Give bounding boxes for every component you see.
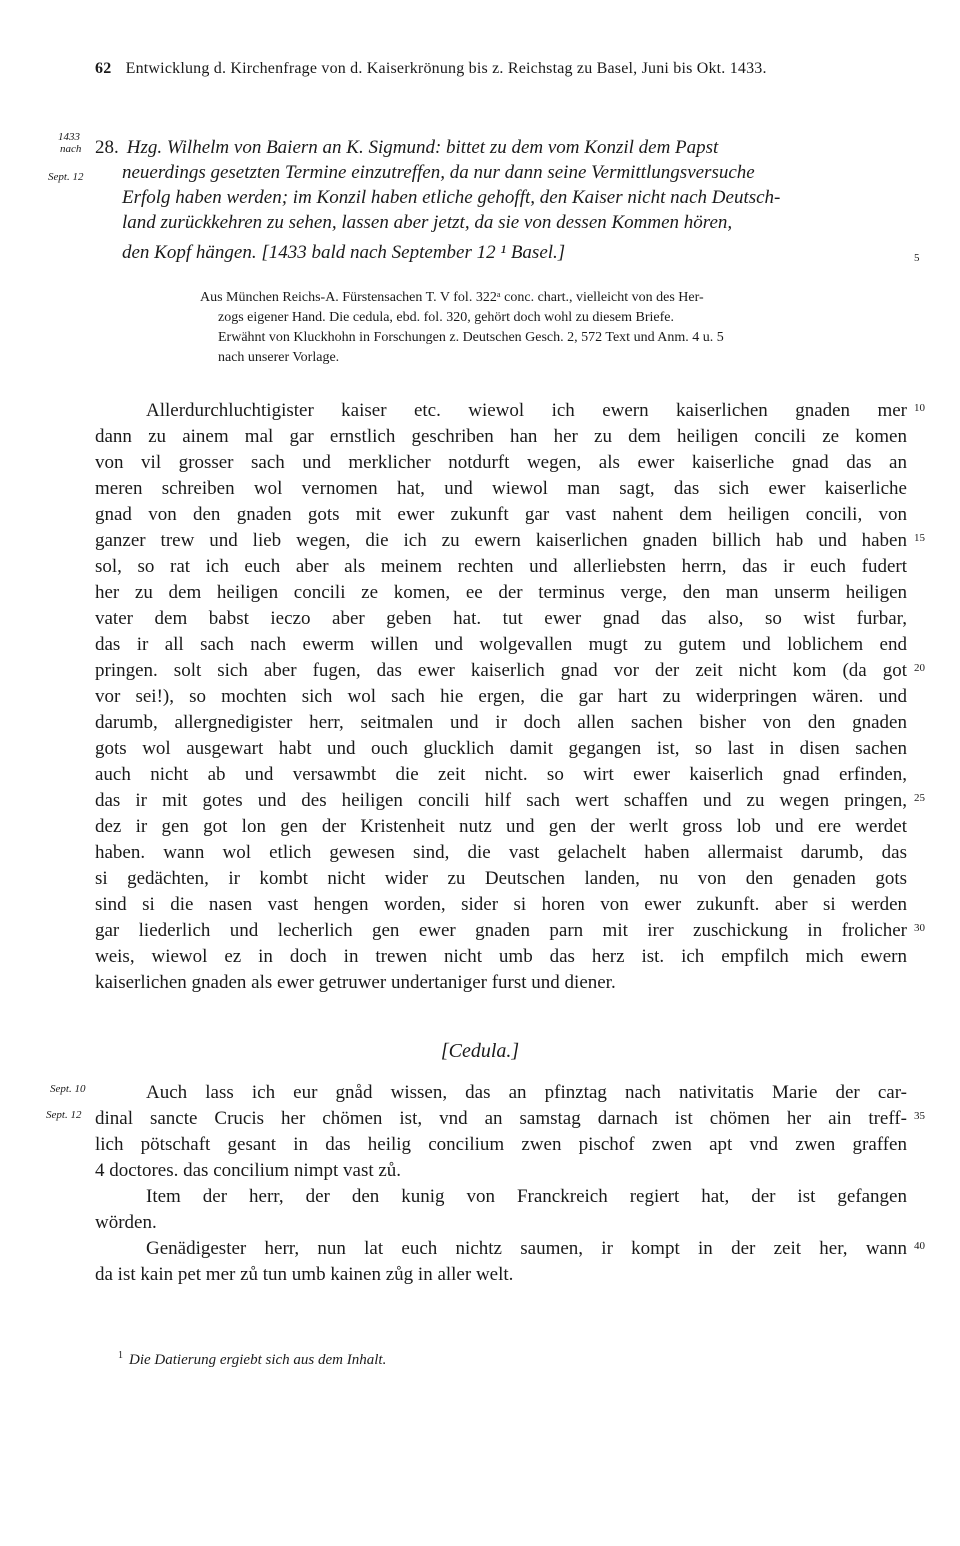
- letter-line: sind si die nasen vast hengen worden, sider si horen von ewer zukunft. aber si werden: [95, 894, 907, 915]
- cedula-line: Genädigester herr, nun lat euch nichtz saumen, ir kompt in der zeit her, wann: [146, 1238, 907, 1259]
- letter-line: pringen. solt sich aber fugen, das ewer kaiserlich gnad vor der zeit nicht kom (da got: [95, 660, 907, 681]
- line-number: 10: [914, 402, 925, 414]
- letter-line: auch nicht ab und versawmbt die zeit nicht. so wirt ewer kaiserlich gnad erfinden,: [95, 764, 907, 785]
- document-number: 28.: [95, 137, 119, 158]
- regest-line-3: Erfolg haben werden; im Konzil haben etliche gehofft, den Kaiser nicht nach Deutsch-: [122, 187, 781, 208]
- letter-line: darumb, allergnedigister herr, seitmalen und ir doch allen sachen bisher von den gnaden: [95, 712, 907, 733]
- margin-date-sept10: Sept. 10: [50, 1083, 86, 1095]
- letter-line: sol, so rat ich euch aber als meinem rechten und allerliebsten herrn, das ir euch fudert: [95, 556, 907, 577]
- letter-line: dann zu ainem mal gar ernstlich geschriben han her zu dem heiligen concili ze komen: [95, 426, 907, 447]
- cedula-heading: [Cedula.]: [440, 1040, 520, 1062]
- regest-line-4: land zurückkehren zu sehen, lassen aber jetzt, da sie von dessen Kommen hören,: [122, 212, 733, 233]
- letter-line: ganzer trew und lieb wegen, die ich zu ewern kaiserlichen gnaden billich hab und haben: [95, 530, 907, 551]
- regest-line-1: 28. Hzg. Wilhelm von Baiern an K. Sigmund: bittet zu dem vom Konzil dem Papst: [95, 137, 719, 158]
- letter-line: von vil grosser sach und merklicher notdurft wegen, als ewer kaiserliche gnad das an: [95, 452, 907, 473]
- line-number: 25: [914, 792, 925, 804]
- cedula-line: dinal sancte Crucis her chömen ist, vnd an samstag darnach ist chömen her ain treff-: [95, 1108, 907, 1129]
- running-title: Entwicklung d. Kirchenfrage von d. Kaiserkrönung bis z. Reichstag zu Basel, Juni bis Okt. 1433.: [125, 60, 767, 77]
- letter-line: dez ir gen got lon gen der Kristenheit nutz und gen der werlt gross lob und ere werdet: [95, 816, 907, 837]
- cedula-line: da ist kain pet mer zů tun umb kainen zůg in aller welt.: [95, 1264, 514, 1285]
- line-number: 5: [914, 252, 920, 264]
- letter-line: meren schreiben wol vernomen hat, und wiewol man sagt, das sich ewer kaiserliche: [95, 478, 907, 499]
- source-line-4: nach unserer Vorlage.: [218, 350, 340, 365]
- cedula-line: Auch lass ich eur gnåd wissen, das an pfinztag nach nativitatis Marie der car-: [146, 1082, 907, 1103]
- line-number: 15: [914, 532, 925, 544]
- cedula-line: Item der herr, der den kunig von Franckreich regiert hat, der ist gefangen: [146, 1186, 907, 1207]
- letter-line: vor sei!), so mochten sich wol sach hie ergen, die gar hart zu widerpringen wären. und: [95, 686, 907, 707]
- letter-line: vater dem babst ieczo aber geben hat. tut ewer gnad das also, so wist furbar,: [95, 608, 907, 629]
- source-line-2: zogs eigener Hand. Die cedula, ebd. fol. 320, gehört doch wohl zu diesem Briefe.: [218, 310, 675, 325]
- letter-line: das ir all sach nach ewerm willen und wolgevallen mugt zu gutem und loblichem end: [95, 634, 907, 655]
- letter-line: Allerdurchluchtigister kaiser etc. wiewol ich ewern kaiserlichen gnaden mer: [146, 400, 907, 421]
- letter-line: her zu dem heiligen concili ze komen, ee der terminus verge, den man unserm heiligen: [95, 582, 907, 603]
- margin-date-nach: nach: [60, 143, 82, 155]
- letter-line: gnad von den gnaden gots mit ewer zukunft gar vast nahent dem heiligen concili, von: [95, 504, 907, 525]
- source-line-1: Aus München Reichs-A. Fürstensachen T. V fol. 322ᵃ conc. chart., vielleicht von des Her-: [200, 290, 704, 305]
- letter-line: gar liederlich und lecherlich gen ewer gnaden parn mit irer zuschickung in frolicher: [95, 920, 907, 941]
- regest-line-2: neuerdings gesetzten Termine einzutreffen, da nur dann seine Vermittlungsversuche: [122, 162, 755, 183]
- letter-line: gots wol ausgewart habt und ouch glucklich damit gegangen ist, so last in disen sachen: [95, 738, 907, 759]
- footnote-text: Die Datierung ergiebt sich aus dem Inhalt.: [129, 1352, 387, 1368]
- margin-date-sept12: Sept. 12: [46, 1109, 82, 1121]
- footnote: [118, 1350, 386, 1369]
- line-number: 30: [914, 922, 925, 934]
- letter-line: si gedächten, ir kombt nicht wider zu Deutschen landen, nu von den genaden gots: [95, 868, 907, 889]
- cedula-line: wörden.: [95, 1212, 157, 1233]
- margin-date-year: 1433: [58, 131, 80, 143]
- letter-line: haben. wann wol etlich gewesen sind, die vast gelachelt haben allermaist darumb, das: [95, 842, 907, 863]
- line-number: 40: [914, 1240, 925, 1252]
- margin-date-sept: Sept. 12: [48, 171, 84, 183]
- regest-line-5: den Kopf hängen. [1433 bald nach September 12 ¹ Basel.]: [122, 242, 566, 263]
- page-number: 62: [95, 60, 112, 77]
- cedula-line: 4 doctores. das concilium nimpt vast zů.: [95, 1160, 402, 1181]
- footnote-mark: 1: [118, 1350, 123, 1361]
- letter-line: das ir mit gotes und des heiligen concili hilf sach wert schaffen und zu wegen pringen,: [95, 790, 907, 811]
- running-header: [95, 60, 767, 78]
- source-line-3: Erwähnt von Kluckhohn in Forschungen z. Deutschen Gesch. 2, 572 Text und Anm. 4 u. 5: [218, 330, 724, 345]
- line-number: 35: [914, 1110, 925, 1122]
- line-number: 20: [914, 662, 925, 674]
- cedula-line: lich pötschaft gesant in das heilig concilium zwen pischof zwen apt vnd zwen graffen: [95, 1134, 907, 1155]
- letter-line: weis, wiewol ez in doch in trewen nicht umb das herz ist. ich empfilch mich ewern: [95, 946, 907, 967]
- letter-line: kaiserlichen gnaden als ewer getruwer undertaniger furst und diener.: [95, 972, 616, 993]
